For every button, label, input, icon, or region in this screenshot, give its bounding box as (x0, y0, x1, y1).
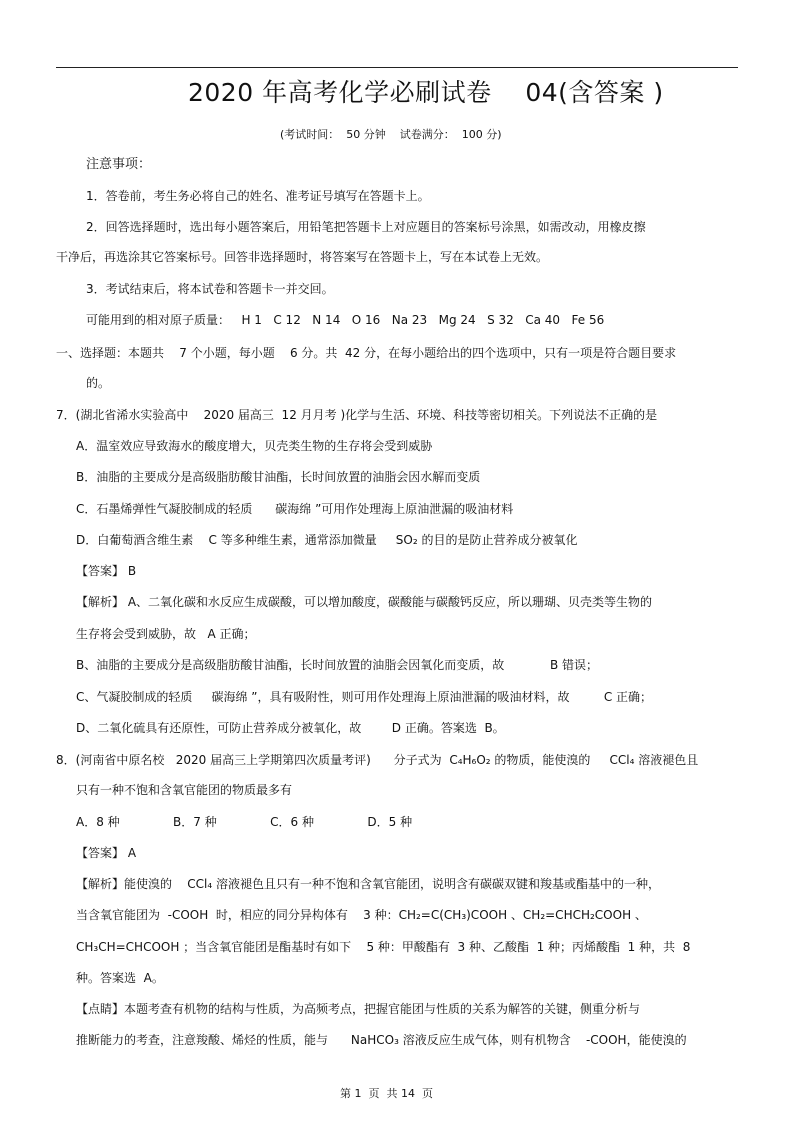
question-7-option-d: D．白葡萄酒含维生素 C 等多种维生素，通常添加微量 SO₂ 的目的是防止营养成分被氧化 (76, 533, 578, 547)
notes-heading: 注意事项： (86, 157, 152, 172)
question-7-option-c: C．石墨烯弹性气凝胶制成的轻质 碳海绵 ”可用作处理海上原油泄漏的吸油材料 (76, 502, 514, 516)
question-8-stem-cont: 只有一种不饱和含氧官能团的物质最多有 (76, 783, 293, 797)
question-8-answer: 【答案】 A (76, 846, 137, 860)
question-8-tip-1: 【点睛】本题考查有机物的结构与性质，为高频考点，把握官能团与性质的关系为解答的关键，侧重分析与 (76, 1002, 641, 1016)
section-heading: 一、选择题：本题共 7 个小题，每小题 6 分。共 42 分，在每小题给出的四个选项中，只有一项是符合题目要求 (56, 346, 677, 360)
question-7-option-b: B．油脂的主要成分是高级脂肪酸甘油酯，长时间放置的油脂会因水解而变质 (76, 470, 481, 484)
note-line-3: 干净后，再选涂其它答案标号。回答非选择题时，将答案写在答题卡上，写在本试卷上无效。 (56, 250, 549, 264)
note-line-1: 1．答卷前，考生务必将自己的姓名、准考证号填写在答题卡上。 (86, 189, 430, 203)
question-8-explanation-4: 种。答案选 A。 (76, 971, 164, 985)
question-7-explanation-3: B、油脂的主要成分是高级脂肪酸甘油酯，长时间放置的油脂会因氧化而变质，故 B 错误； (76, 658, 599, 672)
page-title: 2020 年高考化学必刷试卷 04(含答案 ) (188, 78, 664, 107)
question-7-option-a: A．温室效应导致海水的酸度增大，贝壳类生物的生存将会受到威胁 (76, 439, 433, 453)
question-7-explanation-2: 生存将会受到威胁，故 A 正确； (76, 627, 256, 641)
exam-info: (考试时间： 50 分钟 试卷满分： 100 分) (280, 128, 502, 141)
question-7-explanation-1: 【解析】 A、二氧化碳和水反应生成碳酸，可以增加酸度，碳酸能与碳酸钙反应，所以珊瑚、贝壳类等生物的 (76, 595, 653, 609)
atomic-masses: 可能用到的相对原子质量： H 1 C 12 N 14 O 16 Na 23 Mg 24 S 32 Ca 40 Fe 56 (86, 313, 605, 327)
question-8-explanation-3: CH₃CH=CHCOOH ；当含氧官能团是酯基时有如下 5 种：甲酸酯有 3 种、乙酸酯 1 种；丙烯酸酯 1 种，共 8 (76, 940, 691, 954)
question-8-explanation-2: 当含氧官能团为 -COOH 时，相应的同分异构体有 3 种：CH₂=C(CH₃)COOH 、CH₂=CHCH₂COOH 、 (76, 908, 647, 922)
question-8-stem: 8．(河南省中原名校 2020 届高三上学期第四次质量考评) 分子式为 C₄H₆O₂ 的物质，能使溴的 CCl₄ 溶液褪色且 (56, 753, 699, 767)
question-8-options: A．8 种 B．7 种 C．6 种 D．5 种 (76, 815, 413, 829)
header-rule (56, 67, 738, 68)
page-footer: 第 1 页 共 14 页 (340, 1087, 433, 1100)
note-line-2: 2．回答选择题时，选出每小题答案后，用铅笔把答题卡上对应题目的答案标号涂黑，如需改动，用橡皮擦 (86, 220, 646, 234)
question-7-explanation-4: C、气凝胶制成的轻质 碳海绵 ”，具有吸附性，则可用作处理海上原油泄漏的吸油材料，故 C 正确； (76, 690, 653, 704)
note-line-4: 3．考试结束后，将本试卷和答题卡一并交回。 (86, 282, 334, 296)
question-7-stem: 7．(湖北省浠水实验高中 2020 届高三 12 月月考 )化学与生活、环境、科技等密切相关。下列说法不正确的是 (56, 408, 658, 422)
question-8-tip-2: 推断能力的考查，注意羧酸、烯烃的性质，能与 NaHCO₃ 溶液反应生成气体，则有机物含 -COOH，能使溴的 (76, 1033, 687, 1047)
section-heading-cont: 的。 (86, 376, 111, 390)
question-8-explanation-1: 【解析】能使溴的 CCl₄ 溶液褪色且只有一种不饱和含氧官能团，说明含有碳碳双键和羧基或酯基中的一种， (76, 877, 660, 891)
question-7-answer: 【答案】 B (76, 564, 137, 578)
question-7-explanation-5: D、二氧化硫具有还原性，可防止营养成分被氧化，故 D 正确。答案选 B。 (76, 721, 505, 735)
